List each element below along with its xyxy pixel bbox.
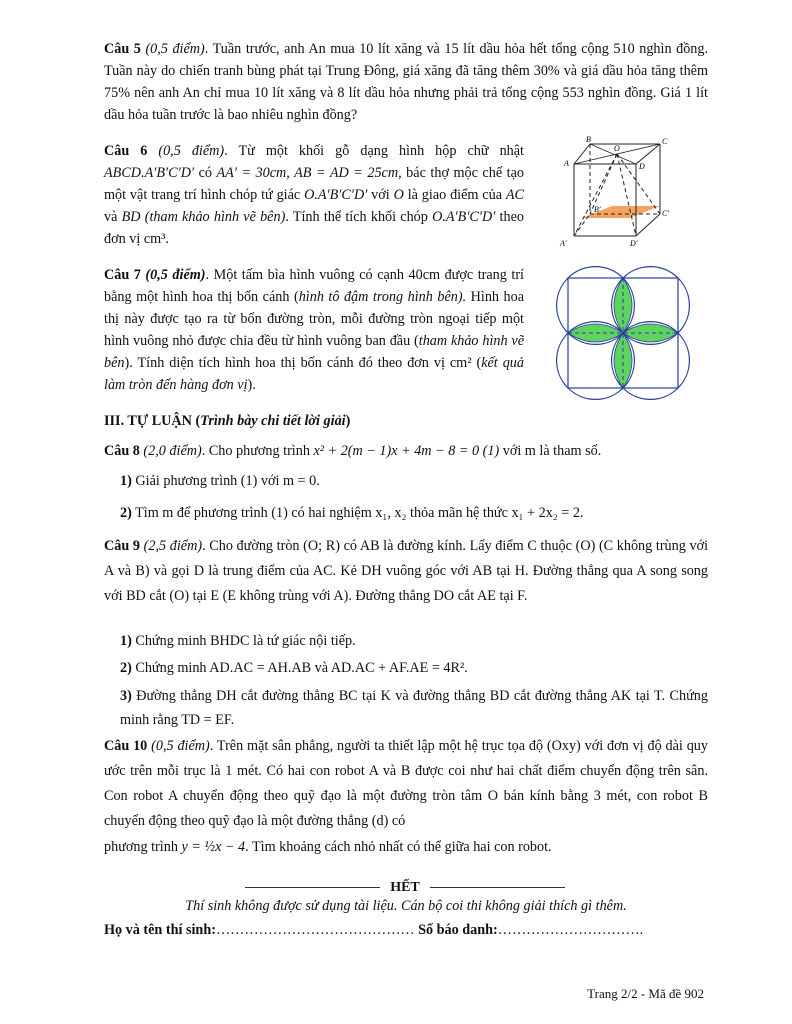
q9-p2-label: 2) — [120, 660, 132, 676]
name-dots: …………………………………… — [215, 922, 415, 938]
label-b-prime: B′ — [594, 205, 601, 214]
page-footer: Trang 2/2 - Mã đề 902 — [587, 986, 704, 1001]
q8-text-2: với m là tham số. — [499, 443, 602, 459]
q6-pyramid: O.A′B′C′D′ — [304, 187, 368, 203]
id-label: Số báo danh: — [414, 922, 498, 938]
section-3-heading — [104, 413, 350, 430]
q5-points: (0,5 điểm) — [145, 41, 205, 57]
label-o: O — [614, 144, 620, 153]
question-6 — [104, 140, 524, 250]
q6-text-2: có — [194, 165, 217, 181]
q9-p2-text: Chứng minh AD.AC = AH.AB và AD.AC + AF.AE = 4R². — [131, 660, 468, 676]
q6-pyramid-2: O.A′B′C′D′ — [432, 209, 496, 225]
q6-bd: BD — [121, 209, 141, 225]
q9-text: . Cho đường tròn (O; R) có AB là đường kính. Lấy điểm C thuộc (O) (C không trùng với A và B) và gọi D là trung điểm của AC. Kẻ DH vuông góc với AB tại H. Đường thẳng qua A song song với BD cắt (O) tại E (E không trùng với A). Đường thẳng DO cắt AE tại F. — [104, 538, 709, 604]
q5-label: Câu 5 — [104, 41, 141, 57]
q6-text-3: bác thợ mộc chế tạo một vật trang trí hình chóp tứ giác — [104, 165, 524, 203]
q8-part-1 — [120, 470, 710, 492]
q7-points: (0,5 điểm) — [145, 267, 206, 283]
end-rule-right — [430, 887, 565, 888]
q10-text-2a: phương trình — [104, 839, 182, 855]
label-b: B — [586, 136, 591, 144]
q7-ref-2: tham khảo hình vẽ bên — [104, 333, 524, 371]
id-dots: …………………………. — [497, 922, 644, 938]
q9-p1-text: Chứng minh BHDC là tứ giác nội tiếp. — [131, 633, 356, 649]
q9-points: (2,5 điểm) — [143, 538, 203, 554]
q9-part-2 — [120, 657, 710, 679]
q6-dims: AA′ = 30cm, AB = AD = 25cm, — [216, 165, 402, 181]
q6-text-7: . Tính thể tích khối chóp — [285, 209, 433, 225]
question-10 — [104, 734, 708, 834]
q9-p1-label: 1) — [120, 633, 132, 649]
section-3-title: III. TỰ LUẬN ( — [104, 413, 201, 429]
label-d: D — [639, 162, 645, 171]
q6-points: (0,5 điểm) — [158, 143, 225, 159]
label-c: C — [662, 137, 668, 146]
q6-text-1: . Từ một khối gỗ dạng hình hộp chữ nhật — [224, 143, 524, 159]
q9-part-3 — [104, 684, 708, 732]
q9-p3-text: Đường thẳng DH cắt đường thẳng BC tại K và đường thẳng BD cắt đường thẳng AK tại T. Chứng minh rằng TD = EF. — [120, 688, 708, 728]
q9-p3-label: 3) — [120, 688, 132, 704]
q6-ac: AC — [505, 187, 524, 203]
q7-text-4: ). — [247, 377, 256, 393]
q8-part-2 — [120, 502, 710, 524]
q10-points: (0,5 điểm) — [151, 738, 210, 754]
q10-text-2b: . Tìm khoảng cách nhỏ nhất có thể giữa hai con robot. — [245, 839, 552, 855]
q6-text-5: là giao điểm của — [403, 187, 506, 203]
q10-equation: y = ½x − 4 — [181, 839, 246, 855]
label-d-prime: D′ — [630, 239, 638, 248]
q7-ref-1: hình tô đậm trong hình bên). — [298, 289, 467, 305]
q6-text-6: và — [104, 209, 122, 225]
question-9 — [104, 534, 708, 609]
q8-text: . Cho phương trình — [201, 443, 314, 459]
candidate-fields — [104, 922, 708, 939]
q5-text: . Tuần trước, anh An mua 10 lít xăng và 15 lít dầu hỏa hết tổng cộng 510 nghìn đồng. Tuần này do chiến tranh bùng phát tại Trung Đông, giá xăng đã tăng thêm 30% và giá dầu hỏa tăng thêm 75% nên anh An chỉ mua 10 lít xăng và 8 lít dầu hỏa nhưng phải trả tổng cộng 553 nghìn đồng. Giá 1 lít dầu hỏa tuần trước là bao nhiêu nghìn đồng? — [104, 41, 709, 123]
q7-text-1: . Một tấm bìa hình vuông có cạnh 40cm được trang trí bằng một hình hoa thị bốn cánh ( — [104, 267, 525, 305]
q6-text-8: theo đơn vị cm³. — [104, 209, 524, 247]
name-label: Họ và tên thí sinh: — [104, 922, 216, 938]
q7-text-2: Hình hoa thị này được tạo ra từ bốn đường tròn, mỗi đường tròn ngoại tiếp một hình vuông nhỏ được chia đều từ hình vuông ban đầu ( — [104, 289, 525, 349]
q7-ref-3: kết quả làm tròn đến hàng đơn vị — [104, 355, 524, 393]
q8-label: Câu 8 — [104, 443, 140, 459]
label-c-prime: C′ — [662, 209, 670, 218]
q6-label: Câu 6 — [104, 143, 148, 159]
q6-o: O — [393, 187, 404, 203]
q8-points: (2,0 điểm) — [143, 443, 202, 459]
q10-text: . Trên mặt sân phẳng, người ta thiết lập một hệ trục tọa độ (Oxy) với đơn vị độ dài quy ước trên mỗi trục là 1 mét. Có hai con robot A và B được coi như hai chất điểm chuyển động trên sân. Con robot A chuyển động theo quỹ đạo là một đường tròn tâm O bán kính bằng 3 mét, con robot B chuyển động theo quỹ đạo là một đường thẳng (d) có — [104, 738, 708, 829]
q7-flower-figure — [548, 258, 698, 408]
label-a: A — [564, 159, 569, 168]
q7-label: Câu 7 — [104, 267, 141, 283]
label-a-prime: A′ — [560, 239, 567, 248]
question-5 — [104, 38, 708, 126]
q8-p1-text: Giải phương trình (1) với m = 0. — [131, 473, 320, 489]
q8-p2-text: Tìm m để phương trình (1) có hai nghiệm x₁, x₂ thỏa mãn hệ thức x₁ + 2x₂ = 2. — [131, 505, 584, 521]
question-7 — [104, 264, 524, 396]
q6-text-4: với — [367, 187, 394, 203]
q6-shape: ABCD.A′B′C′D′ — [104, 165, 195, 181]
q7-text-3: ). Tính diện tích hình hoa thị bốn cánh đó theo đơn vị cm² ( — [124, 355, 482, 371]
section-3-close: ) — [345, 413, 351, 429]
q10-line-2 — [104, 836, 708, 858]
q6-ref: (tham khảo hình vẽ bên) — [140, 209, 286, 225]
q8-p1-label: 1) — [120, 473, 132, 489]
q8-p2-label: 2) — [120, 505, 132, 521]
section-3-note: Trình bày chi tiết lời giải — [200, 413, 346, 429]
q10-label: Câu 10 — [104, 738, 148, 754]
q8-equation: x² + 2(m − 1)x + 4m − 8 = 0 (1) — [313, 443, 500, 459]
q9-label: Câu 9 — [104, 538, 140, 554]
question-8 — [104, 440, 708, 462]
q6-box-figure — [556, 136, 686, 256]
end-word: HẾT — [384, 880, 426, 895]
q9-part-1 — [120, 630, 710, 652]
exam-notice: Thí sinh không được sử dụng tài liệu. Cán bộ coi thi không giải thích gì thêm. — [185, 898, 627, 914]
